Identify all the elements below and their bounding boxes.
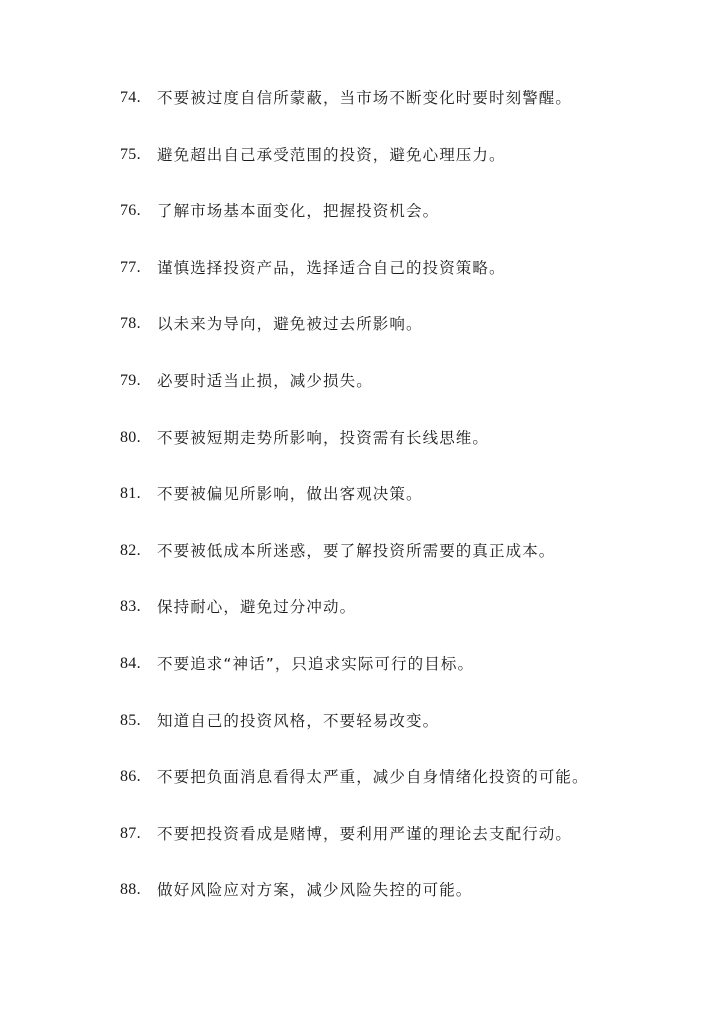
item-number: 83. <box>120 598 141 616</box>
item-number: 85. <box>120 711 141 729</box>
item-number: 75. <box>120 145 141 163</box>
list-item <box>120 199 680 256</box>
list-item <box>120 256 680 313</box>
list-item <box>120 539 680 596</box>
list-item <box>120 482 680 539</box>
item-number: 82. <box>120 541 141 559</box>
list-item <box>120 312 680 369</box>
list-item <box>120 143 680 200</box>
list-item <box>120 709 680 766</box>
item-number: 80. <box>120 428 141 446</box>
list-item <box>120 765 680 822</box>
item-number: 76. <box>120 202 141 220</box>
item-text: 不要追求“神话”，只追求实际可行的目标。 <box>157 654 475 673</box>
item-text: 不要把投资看成是赌博，要利用严谨的理论去支配行动。 <box>157 824 573 843</box>
item-text: 谨慎选择投资产品，选择适合自己的投资策略。 <box>157 258 506 277</box>
item-number: 81. <box>120 485 141 503</box>
item-text: 不要被过度自信所蒙蔽，当市场不断变化时要时刻警醒。 <box>157 89 573 107</box>
list-item <box>120 426 680 483</box>
list-item <box>120 86 680 143</box>
item-number: 86. <box>120 768 141 786</box>
item-number: 77. <box>120 258 141 276</box>
list-item <box>120 878 680 935</box>
list-item <box>120 822 680 879</box>
item-text: 不要被偏见所影响，做出客观决策。 <box>157 485 423 504</box>
item-number: 88. <box>120 881 141 899</box>
item-text: 保持耐心，避免过分冲动。 <box>157 598 357 617</box>
item-text: 以未来为导向，避免被过去所影响。 <box>157 315 423 334</box>
list-item <box>120 369 680 426</box>
item-number: 84. <box>120 654 141 672</box>
item-number: 74. <box>120 89 141 106</box>
item-text: 知道自己的投资风格，不要轻易改变。 <box>157 711 440 730</box>
item-number: 78. <box>120 315 141 333</box>
item-text: 避免超出自己承受范围的投资，避免心理压力。 <box>157 145 506 164</box>
item-text: 做好风险应对方案，减少风险失控的可能。 <box>157 881 473 900</box>
list-item <box>120 595 680 652</box>
list-item <box>120 652 680 709</box>
numbered-list <box>120 86 680 935</box>
item-text: 必要时适当止损，减少损失。 <box>157 371 373 390</box>
item-number: 79. <box>120 371 141 389</box>
item-text: 不要把负面消息看得太严重，减少自身情绪化投资的可能。 <box>157 768 589 787</box>
item-text: 不要被短期走势所影响，投资需有长线思维。 <box>157 428 490 447</box>
item-text: 不要被低成本所迷惑，要了解投资所需要的真正成本。 <box>157 541 556 560</box>
item-number: 87. <box>120 824 141 842</box>
item-text: 了解市场基本面变化，把握投资机会。 <box>157 202 440 221</box>
